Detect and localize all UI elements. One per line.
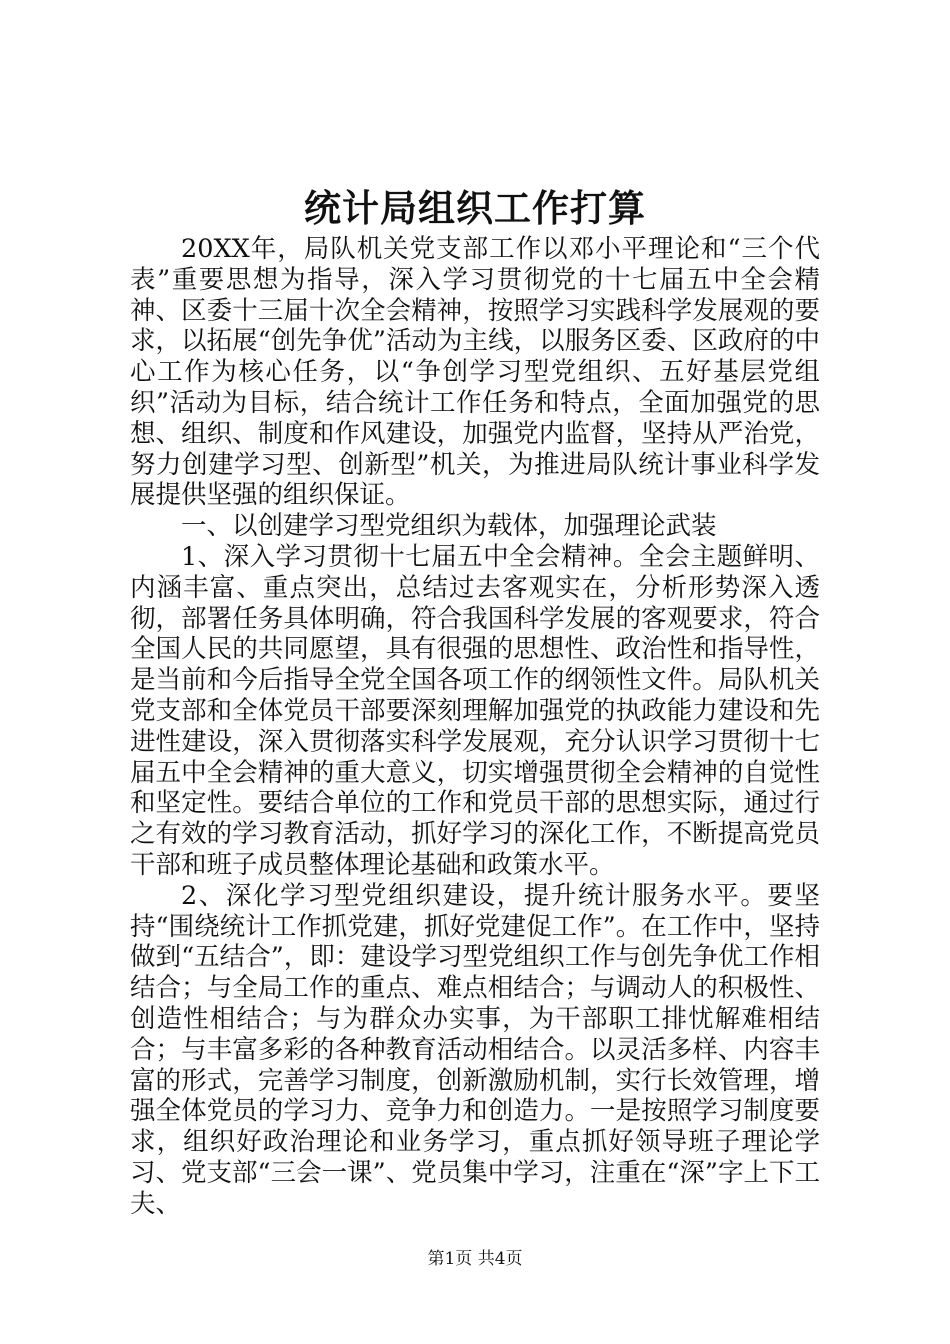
- paragraph-item-1: 1、深入学习贯彻十七届五中全会精神。全会主题鲜明、内涵丰富、重点突出，总结过去客观实在，分析形势深入透彻，部署任务具体明确，符合我国科学发展的客观要求，符合全国人民的共同愿望，具有很强的思想性、政治性和指导性，是当前和今后指导全党全国各项工作的纲领性文件。局队机关党支部和全体党员干部要深刻理解加强党的执政能力建设和先进性建设，深入贯彻落实科学发展观，充分认识学习贯彻十七届五中全会精神的重大意义，切实增强贯彻全会精神的自觉性和坚定性。要结合单位的工作和党员干部的思想实际，通过行之有效的学习教育活动，抓好学习的深化工作，不断提高党员干部和班子成员整体理论基础和政策水平。: [130, 541, 820, 880]
- document-body: [130, 234, 820, 1220]
- intro-paragraph: 20XX年，局队机关党支部工作以邓小平理论和“三个代表”重要思想为指导，深入学习贯彻党的十七届五中全会精神、区委十三届十次全会精神，按照学习实践科学发展观的要求，以拓展“创先争优”活动为主线，以服务区委、区政府的中心工作为核心任务，以“争创学习型党组织、五好基层党组织”活动为目标，结合统计工作任务和特点，全面加强党的思想、组织、制度和作风建设，加强党内监督，坚持从严治党，努力创建学习型、创新型”机关，为推进局队统计事业科学发展提供坚强的组织保证。: [130, 234, 820, 511]
- document-title: 统计局组织工作打算: [304, 186, 646, 230]
- page-number: 第1页 共4页: [427, 1249, 523, 1269]
- section-heading: 一、以创建学习型党组织为载体，加强理论武装: [181, 511, 717, 542]
- paragraph-item-2: 2、深化学习型党组织建设，提升统计服务水平。要坚持“围绕统计工作抓党建，抓好党建促工作”。在工作中，坚持做到“五结合”，即：建设学习型党组织工作与创先争优工作相结合；与全局工作的重点、难点相结合；与调动人的积极性、创造性相结合；与为群众办实事，为干部职工排忧解难相结合；与丰富多彩的各种教育活动相结合。以灵活多样、内容丰富的形式，完善学习制度，创新激励机制，实行长效管理，增强全体党员的学习力、竞争力和创造力。一是按照学习制度要求，组织好政治理论和业务学习，重点抓好领导班子理论学习、党支部“三会一课”、党员集中学习，注重在“深”字上下工夫、: [130, 880, 820, 1219]
